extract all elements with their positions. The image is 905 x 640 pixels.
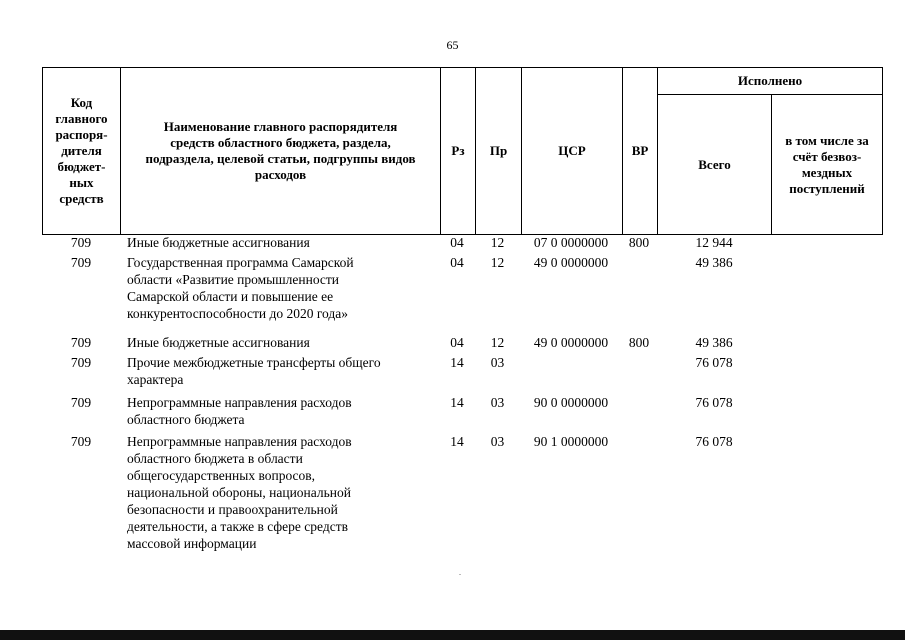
row-kod: 709 [70, 434, 92, 449]
header-rz [440, 67, 476, 235]
header-pr-label: Пр [489, 143, 508, 158]
row-vsego: 49 386 [695, 255, 733, 270]
header-kod-label: Код главного распоря-дителя бюджет-ных средств [55, 95, 108, 206]
header-kod [42, 67, 121, 235]
row-kod: 709 [70, 395, 92, 410]
row-csr: 90 1 0000000 [533, 434, 609, 449]
row-vsego: 76 078 [695, 355, 733, 370]
row-pr: 12 [490, 255, 505, 270]
row-name: Прочие межбюджетные трансферты общего характера [127, 355, 381, 387]
header-name-label: Наименование главного распорядителя средств областного бюджета, раздела, подраздела, целевой статьи, подгруппы видов расходов [145, 119, 416, 182]
row-rz: 04 [450, 255, 464, 270]
row-rz: 04 [450, 335, 464, 350]
header-pr [475, 67, 522, 235]
header-v-tom-chisle-label: в том числе за счёт безвоз-мездных поступлений [785, 132, 869, 196]
scan-speck [459, 574, 461, 575]
row-kod: 709 [70, 335, 92, 350]
row-name: Непрограммные направления расходов областного бюджета [127, 395, 352, 427]
row-vr: 800 [628, 335, 650, 350]
header-v-tom-chisle [771, 94, 883, 235]
header-ispolneno-label: Исполнено [737, 73, 803, 88]
row-vr: 800 [628, 235, 650, 250]
row-csr: 90 0 0000000 [533, 395, 609, 410]
header-csr-label: ЦСР [558, 143, 586, 158]
row-pr: 03 [490, 395, 505, 410]
row-name: Иные бюджетные ассигнования [127, 235, 310, 250]
row-name: Государственная программа Самарской области «Развитие промышленности Самарской области и повышение ее конкурентоспособности до 2020 года» [127, 255, 354, 321]
row-csr: 49 0 0000000 [533, 255, 609, 270]
header-rz-label: Рз [451, 143, 465, 158]
row-pr: 12 [490, 335, 505, 350]
row-vsego: 49 386 [695, 335, 733, 350]
row-kod: 709 [70, 355, 92, 370]
row-csr: 07 0 0000000 [533, 235, 609, 250]
scan-bottom-edge [0, 630, 905, 640]
row-csr: 49 0 0000000 [533, 335, 609, 350]
row-pr: 12 [490, 235, 505, 250]
row-rz: 14 [450, 434, 464, 449]
header-vsego-label: Всего [698, 156, 731, 172]
header-vsego [657, 94, 772, 235]
row-rz: 14 [450, 355, 464, 370]
row-vsego: 76 078 [695, 395, 733, 410]
header-csr [521, 67, 623, 235]
row-kod: 709 [70, 255, 92, 270]
header-name [120, 67, 441, 235]
row-name: Иные бюджетные ассигнования [127, 335, 310, 350]
row-vsego: 76 078 [695, 434, 733, 449]
row-rz: 04 [450, 235, 464, 250]
row-pr: 03 [490, 355, 505, 370]
row-pr: 03 [490, 434, 505, 449]
page-number: 65 [446, 38, 459, 52]
header-vr [622, 67, 658, 235]
row-kod: 709 [70, 235, 92, 250]
header-vr-label: ВР [631, 143, 649, 158]
row-vsego: 12 944 [695, 235, 733, 250]
header-ispolneno [657, 67, 883, 95]
row-name: Непрограммные направления расходов областного бюджета в области общегосударственных вопросов, национальной обороны, национальной безопасности и правоохранительной деятельности, а также в сфере средств массовой информации [127, 434, 352, 551]
row-rz: 14 [450, 395, 464, 410]
